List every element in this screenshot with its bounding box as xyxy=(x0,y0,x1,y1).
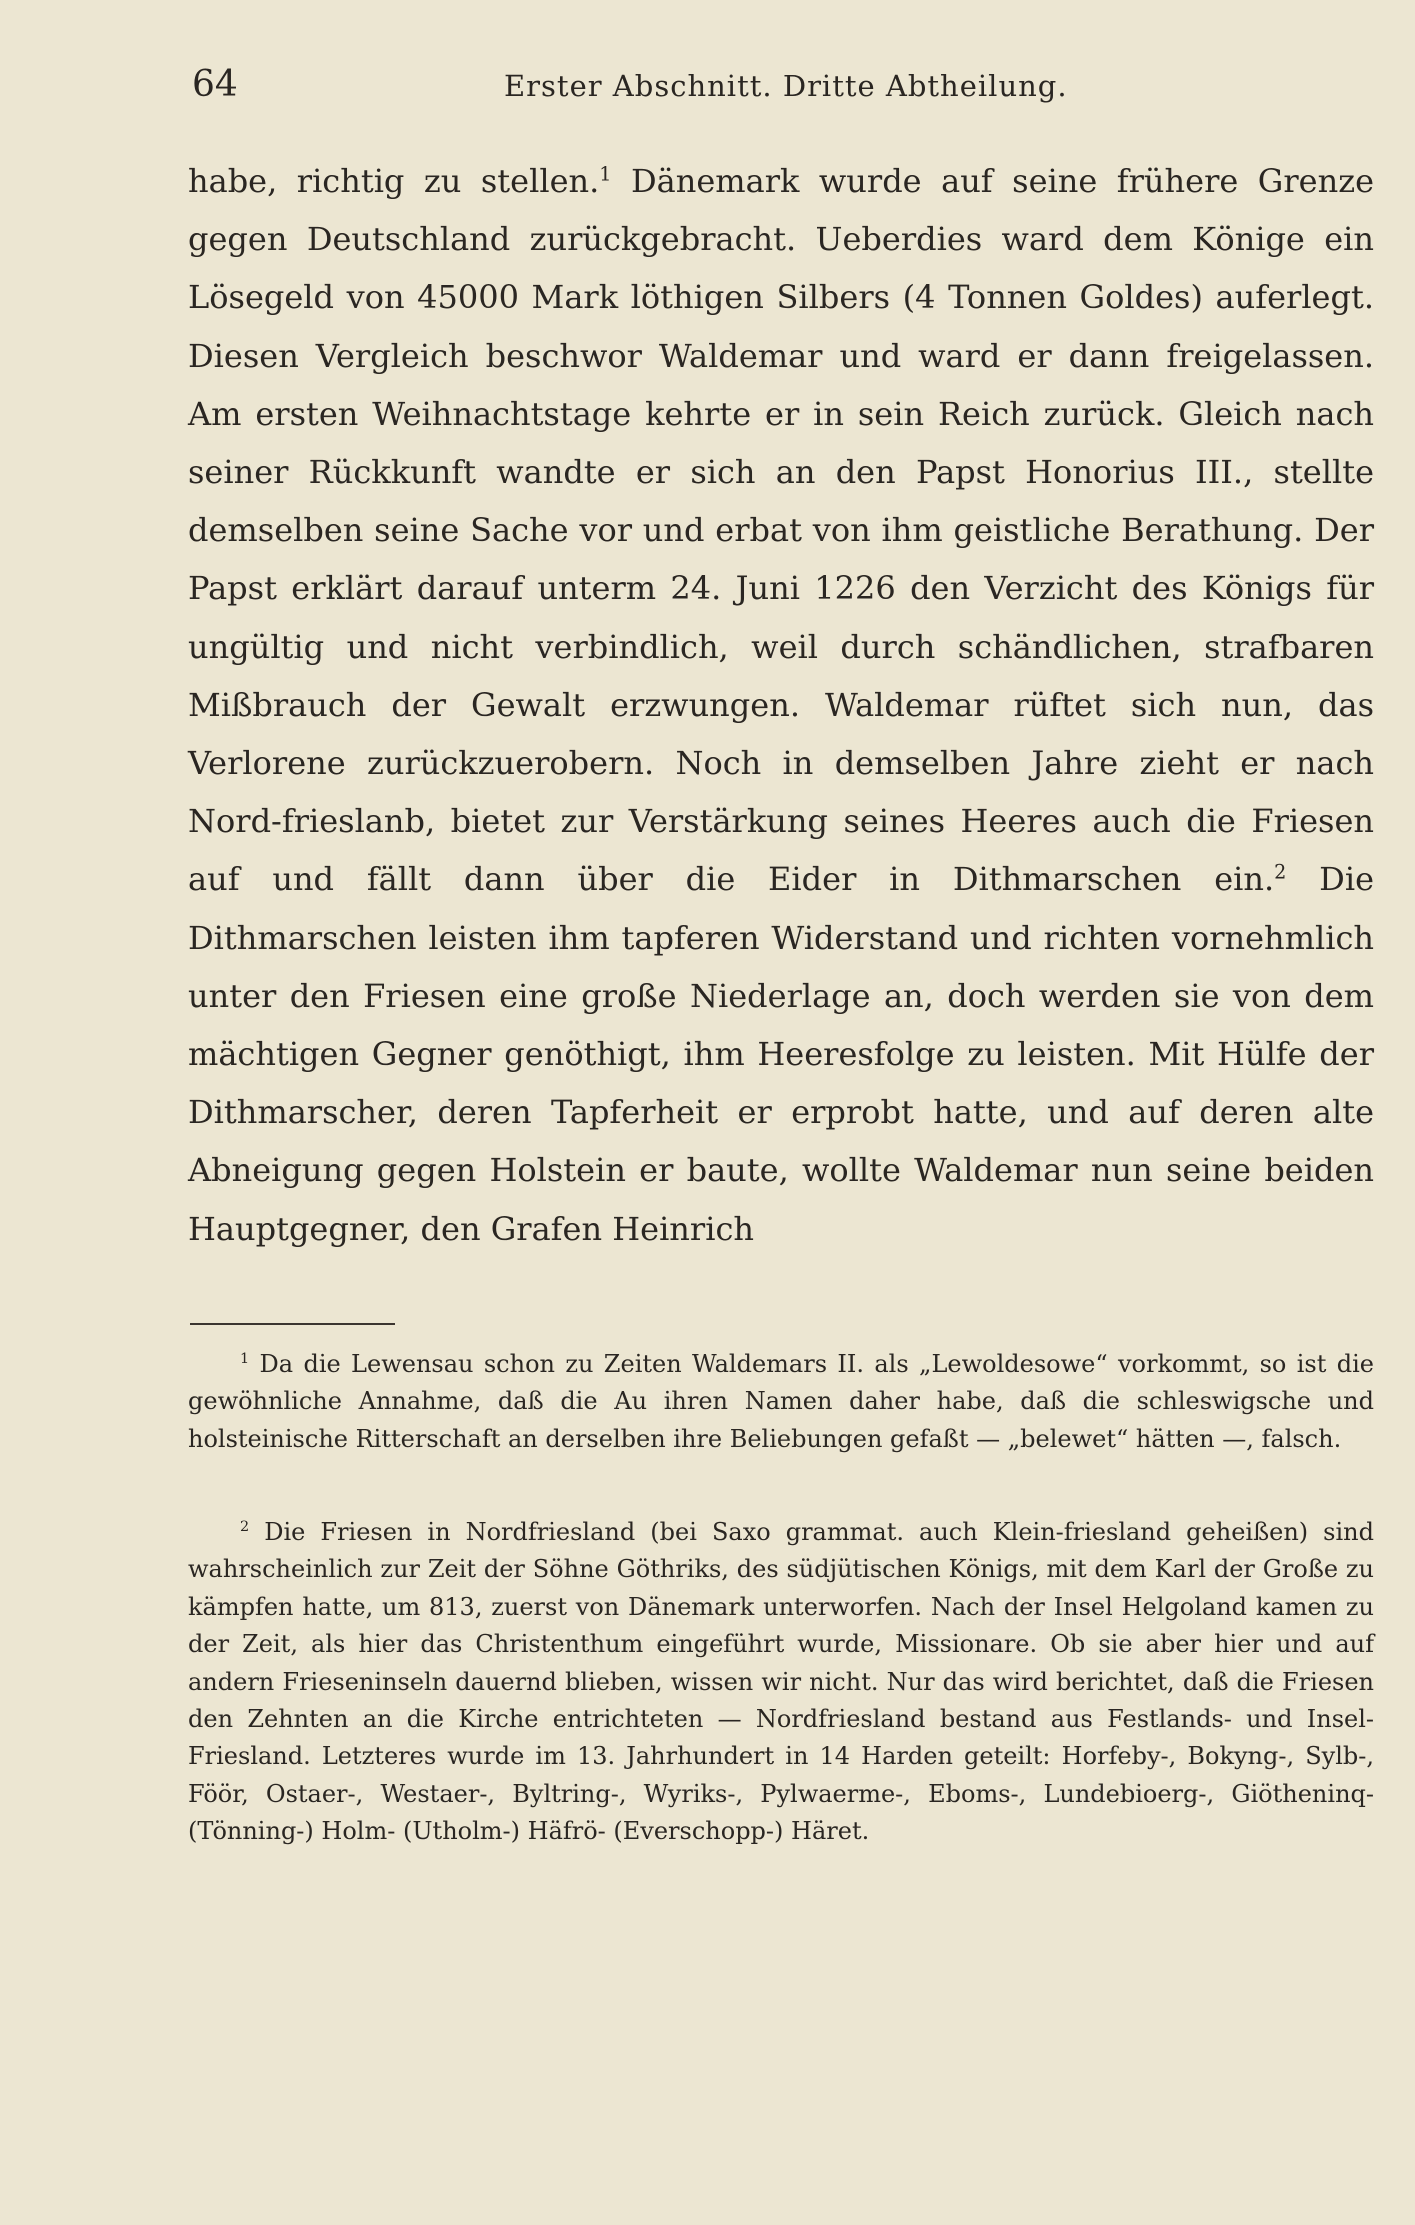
page-number: 64 xyxy=(192,64,238,105)
footnote-1-text: Da die Lewensau schon zu Zeiten Waldemars II. als „Lewoldesowe“ vorkommt, so ist die gewöhnliche Annahme, daß die Au ihren Namen daher habe, daß die schleswigsche und holsteinische Ritterschaft an derselben ihre Beliebungen gefaßt — „belewet“ hätten —, falsch. xyxy=(188,1350,1374,1453)
page-header xyxy=(0,62,1415,112)
main-text-part-1: habe, richtig zu stellen. xyxy=(188,162,600,200)
footnote-2 xyxy=(188,1514,1374,1851)
footnote-marker-2: 2 xyxy=(240,1519,250,1535)
footnote-2-text: Die Friesen in Nordfriesland (bei Saxo grammat. auch Klein-friesland geheißen) sind wahrscheinlich zur Zeit der Söhne Göthriks, des südjütischen Königs, mit dem Karl der Große zu kämpfen hatte, um 813, zuerst von Dänemark unterworfen. Nach der Insel Helgoland kamen zu der Zeit, als hier das Christenthum eingeführt wurde, Missionare. Ob sie aber hier und auf andern Frieseninseln dauernd blieben, wissen wir nicht. Nur das wird berichtet, daß die Friesen den Zehnten an die Kirche entrichteten — Nordfriesland bestand aus Festlands- und Insel-Friesland. Letzteres wurde im 13. Jahrhundert in 14 Harden geteilt: Horfeby-, Bokyng-, Sylb-, Föör, Ostaer-, Westaer-, Byltring-, Wyriks-, Pylwaerme-, Eboms-, Lundebioerg-, Giötheninq- (Tönning-) Holm- (Utholm-) Häfrö- (Everschopp-) Häret. xyxy=(188,1518,1374,1846)
footnote-1 xyxy=(188,1346,1374,1458)
running-title: Erster Abschnitt. Dritte Abtheilung. xyxy=(504,69,1068,103)
footnote-divider xyxy=(190,1323,395,1325)
main-text xyxy=(188,152,1374,1258)
footnote-reference-2[interactable]: 2 xyxy=(1274,860,1287,884)
footnote-marker-1: 1 xyxy=(240,1351,250,1367)
main-text-part-2: Dänemark wurde auf seine frühere Grenze gegen Deutschland zurückgebracht. Ueberdies ward dem Könige ein Lösegeld von 45000 Mark löthigen Silbers (4 Tonnen Goldes) auferlegt. Diesen Vergleich beschwor Waldemar und ward er dann freigelassen. Am ersten Weihnachtstage kehrte er in sein Reich zurück. Gleich nach seiner Rückkunft wandte er sich an den Papst Honorius III., stellte demselben seine Sache vor und erbat von ihm geistliche Berathung. Der Papst erklärt darauf unterm 24. Juni 1226 den Verzicht des Königs für ungültig und nicht verbindlich, weil durch schändlichen, strafbaren Mißbrauch der Gewalt erzwungen. Waldemar rüftet sich nun, das Verlorene zurückzuerobern. Noch in demselben Jahre zieht er nach Nord-frieslanb, bietet zur Verstärkung seines Heeres auch die Friesen auf und fällt dann über die Eider in Dithmarschen ein. xyxy=(188,162,1375,899)
main-text-part-3: Die Dithmarschen leisten ihm tapferen Widerstand und richten vornehmlich unter den Friesen eine große Niederlage an, doch werden sie von dem mächtigen Gegner genöthigt, ihm Heeresfolge zu leisten. Mit Hülfe der Dithmarscher, deren Tapferheit er erprobt hatte, und auf deren alte Abneigung gegen Holstein er baute, wollte Waldemar nun seine beiden Hauptgegner, den Grafen Heinrich xyxy=(188,860,1375,1248)
footnote-reference-1[interactable]: 1 xyxy=(599,162,612,186)
